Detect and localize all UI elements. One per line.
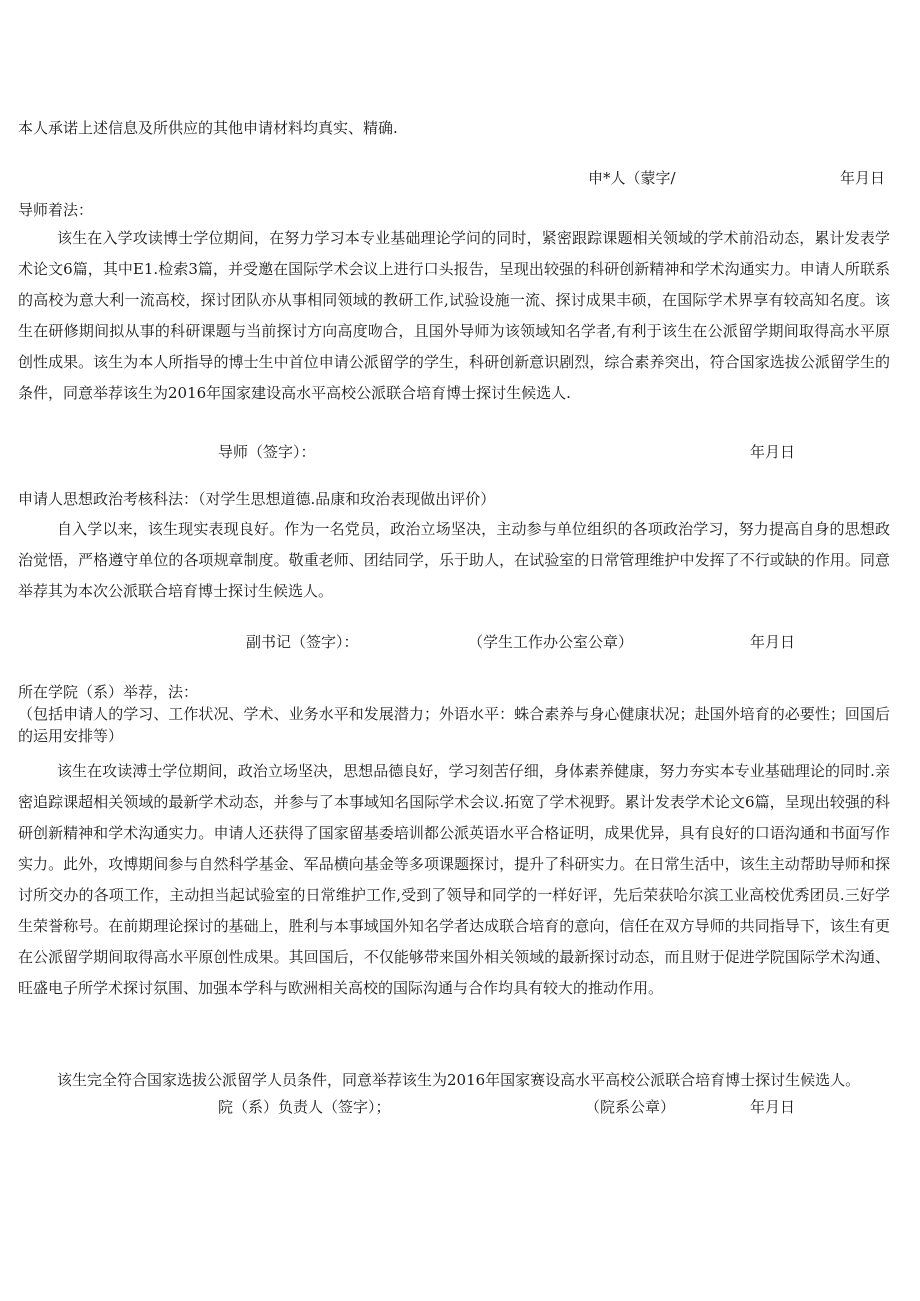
college-recommendation-body: 该生在攻读溥士学位期间，政治立场坚决，思想品德良好，学习刻苦仔细，身体素养健康，努力夯实本专业基础理论的同时.亲密追踪课超相关领域的最新学术动态，并参与了本事域知名国际学术会议.拓宽了学术视野。累计发表学术论文6篇，呈现出较强的科研创新精神和学术沟通实力。申请人还获得了国家留基委培训都公派英语水平合格证明，成果优异，具有良好的口语沟通和书面写作实力。此外，攻博期间参与自然科学基金、军品横向基金等多项课题探讨，提升了科研实力。在日常生活中，该生主动帮助导师和探讨所交办的各项工作，主动担当起试验室的日常维护工作,受到了领导和同学的一样好评，先后荣获哈尔滨工业高校优秀团员.三好学生荣誉称号。在前期理论探讨的基础上，胜利与本事域国外知名学者达成联合培育的意向，信任在双方导师的共同指导下，该生有更在公派留学期间取得高水平原创性成果。其回国后，不仅能够带来国外相关领域的最新探讨动态，而且财于促进学院国际学术沟通、旺盛电子所学术探讨氛围、加强本学科与欧洲相关高校的国际沟通与合作均具有较大的推动作用。 xyxy=(18,762,890,997)
college-recommendation-note: （包括申请人的学习、工作状况、学术、业务水平和发展潜力；外语水平：蛛合素养与身心健康状况；赴国外培育的必要性；回国后的运用安排等） xyxy=(18,705,890,745)
political-review-date: 年月日 xyxy=(750,633,796,651)
college-recommendation-date: 年月日 xyxy=(750,1098,796,1116)
college-recommendation-heading: 所在学院（系）举荐，法： xyxy=(18,683,199,701)
advisor-opinion-body: 该生在入学攻读博士学位期间，在努力学习本专业基础理论学问的同时，紧密跟踪课题相关领域的学术前沿动态，累计发表学术论文6篇，其中E1.检索3篇，并受邀在国际学术会议上进行口头报告，呈现出较强的科研创新精神和学术沟通实力。申请人所联系的高校为意大利一流高校，探讨团队亦从事相同领域的教研工作,试验设施一流、探讨成果丰硕，在国际学术界享有较高知名度。该生在研修期间拟从事的科研课题与当前探讨方向高度吻合，且国外导师为该领域知名学者,有利于该生在公派留学期间取得高水平原创性成果。该生为本人所指导的博士生中首位申请公派留学的学生，科研创新意识剧烈，综合素养突出，符合国家选拔公派留学生的条件，同意举荐该生为2016年国家建设高水平高校公派联合培育博士探讨生候选人. xyxy=(18,229,890,402)
applicant-signature-date: 年月日 xyxy=(840,169,886,187)
college-stamp: （院系公章） xyxy=(585,1098,676,1116)
advisor-opinion-heading: 导师着法： xyxy=(18,201,94,219)
commitment-statement: 本人承诺上述信息及所供应的其他申请材料均真实、精确. xyxy=(18,119,398,137)
applicant-signature-label: 申*人（蒙字/ xyxy=(588,169,676,187)
college-head-signature-label: 院（系）负责人（签字）； xyxy=(218,1098,391,1116)
college-recommendation-conclusion: 该生完全符合国家选拔公派留学人员条件，同意举荐该生为2016年国家赛设高水平高校公派联合培育博士探讨生候选人。 xyxy=(57,1071,861,1089)
advisor-signature-label: 导师（签字）： xyxy=(218,443,316,461)
student-office-stamp: （学生工作办公室公章） xyxy=(468,633,634,651)
political-review-body: 自入学以来，该生现实表现良好。作为一名党员，政治立场坚决，主动参与单位组织的各项政治学习，努力提高自身的思想政治觉悟，严格遵守单位的各项规章制度。敬重老师、团结同学，乐于助人，在试验室的日常管理维护中发挥了不行或缺的作用。同意举荐其为本次公派联合培育博士探讨生候选人。 xyxy=(18,520,890,600)
advisor-signature-date: 年月日 xyxy=(750,443,796,461)
deputy-secretary-signature-label: 副书记（签字）： xyxy=(246,633,359,651)
political-review-heading: 申请人思想政治考核科法：（对学生思想道德.品康和玫治表现做出评价） xyxy=(18,490,496,508)
